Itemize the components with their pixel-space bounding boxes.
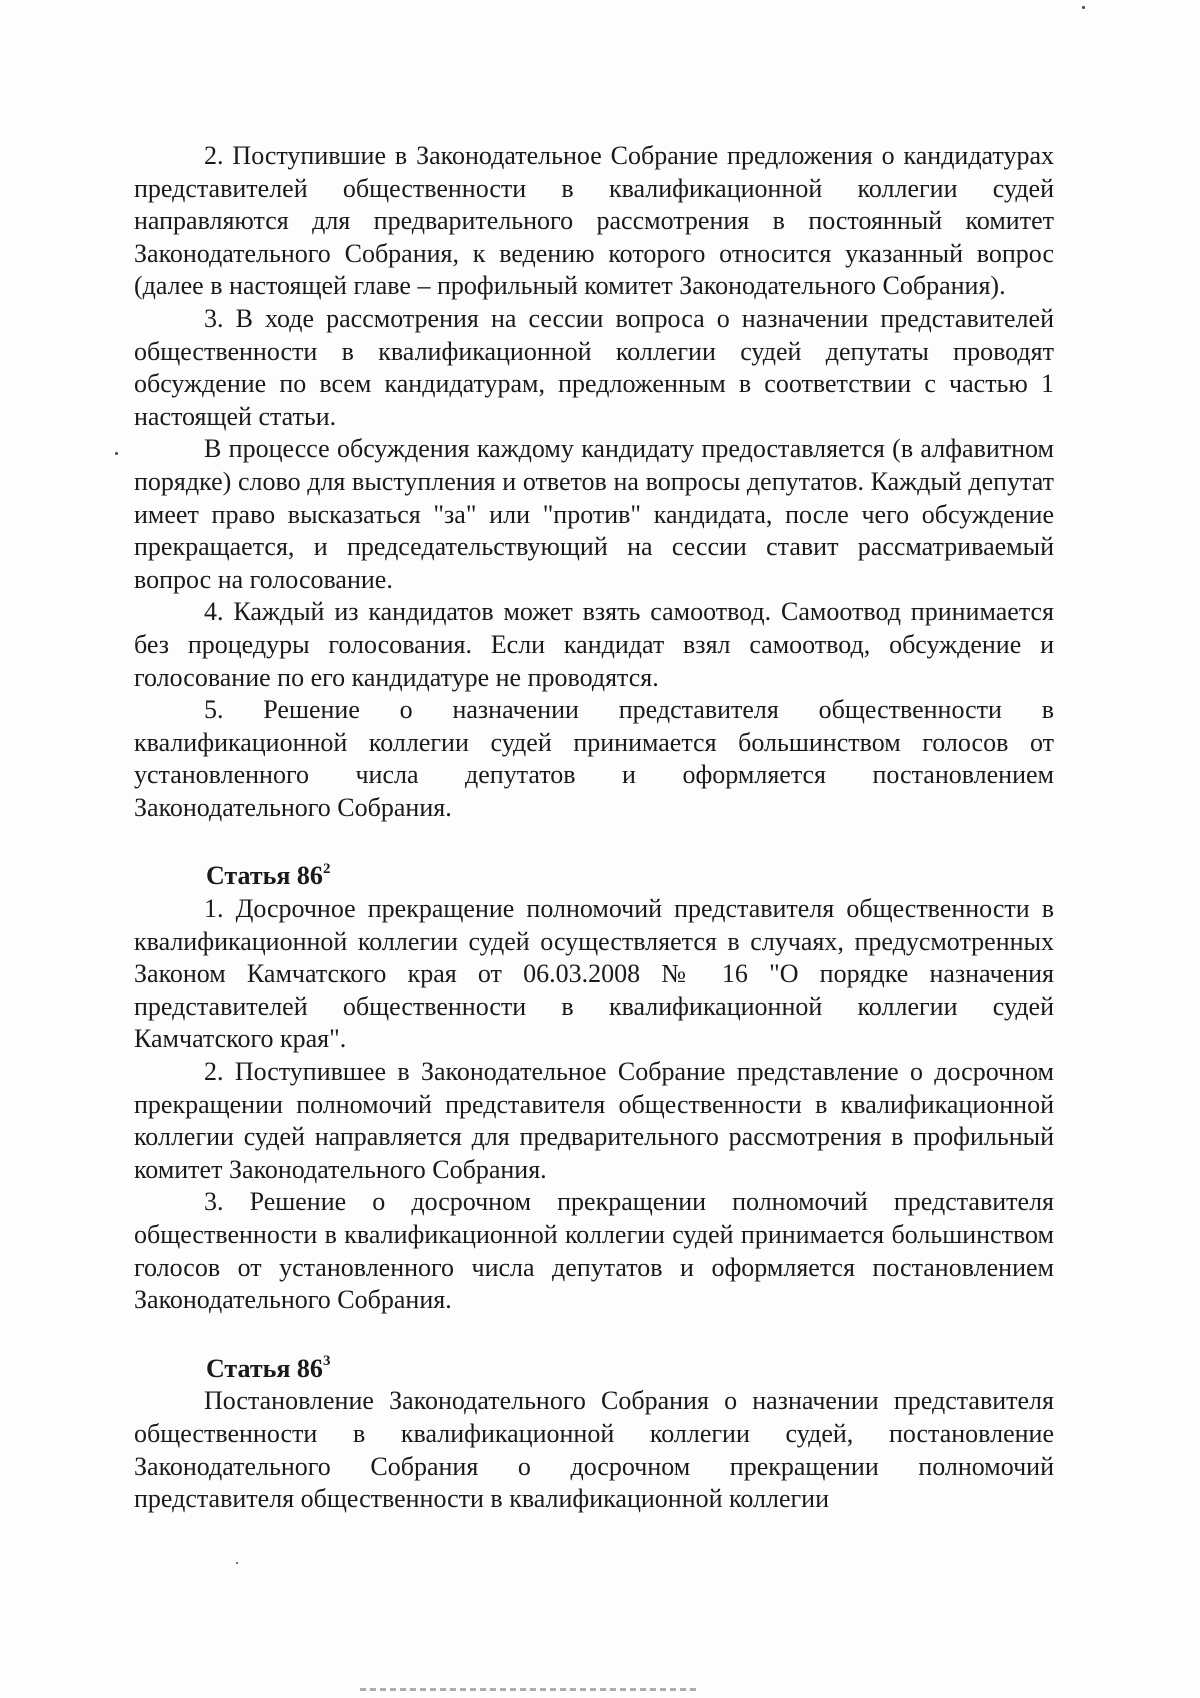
document-body (134, 140, 1054, 1516)
paragraph: В процессе обсуждения каждому кандидату предоставляется (в алфавитном порядке) слово для выступления и ответов на вопросы депутатов. Каждый депутат имеет право высказаться "за" или "против" кандидата, после чего обсуждение прекращается, и председательствующий на сессии ставит рассматриваемый вопрос на голосование. (134, 434, 1054, 594)
scan-edge (360, 1688, 700, 1691)
scan-speck (1082, 6, 1085, 9)
article-superscript: 3 (322, 1353, 331, 1370)
paragraph: 2. Поступившее в Законодательное Собрание представление о досрочном прекращении полномочий представителя общественности в квалификационной коллегии судей направляется для предварительного рассмотрения в профильный комитет Законодательного Собрания. (134, 1057, 1054, 1184)
paragraph: 3. В ходе рассмотрения на сессии вопроса о назначении представителей общественности в квалификационной коллегии судей депутаты проводят обсуждение по всем кандидатурам, предложенным в соответствии с частью 1 настоящей статьи. (134, 303, 1054, 431)
paragraph: 4. Каждый из кандидатов может взять самоотвод. Самоотвод принимается без процедуры голосования. Если кандидат взял самоотвод, обсуждение и голосование по его кандидатуре не проводятся. (134, 597, 1054, 692)
article-heading (134, 1353, 1054, 1386)
article-title: Статья 86 (206, 861, 323, 891)
section-gap (134, 824, 1054, 860)
scan-speck (236, 1562, 238, 1564)
scan-speck (115, 452, 118, 455)
paragraph: 3. Решение о досрочном прекращении полномочий представителя общественности в квалификационной коллегии судей принимается большинством голосов от установленного числа депутатов и оформляется постановлением Законодательного Собрания. (134, 1187, 1054, 1315)
paragraph: Постановление Законодательного Собрания о назначении представителя общественности в квалификационной коллегии судей, постановление Законодательного Собрания о досрочном прекращении полномочий представителя общественности в квалификационной коллегии (134, 1386, 1054, 1514)
article-heading (134, 860, 1054, 893)
paragraph: 1. Досрочное прекращение полномочий представителя общественности в квалификационной коллегии судей осуществляется в случаях, предусмотренных Законом Камчатского края от 06.03.2008 № 16 "О порядке назначения представителей общественности в квалификационной коллегии судей Камчатского края". (134, 894, 1054, 1054)
article-superscript: 2 (322, 860, 331, 877)
paragraph: 5. Решение о назначении представителя общественности в квалификационной коллегии судей принимается большинством голосов от установленного числа депутатов и оформляется постановлением Законодательного Собрания. (134, 695, 1054, 822)
paragraph: 2. Поступившие в Законодательное Собрание предложения о кандидатурах представителей общественности в квалификационной коллегии судей направляются для предварительного рассмотрения в постоянный комитет Законодательного Собрания, к ведению которого относится указанный вопрос (далее в настоящей главе – профильный комитет Законодательного Собрания). (134, 141, 1054, 301)
section-gap (134, 1317, 1054, 1353)
article-title: Статья 86 (206, 1353, 323, 1383)
